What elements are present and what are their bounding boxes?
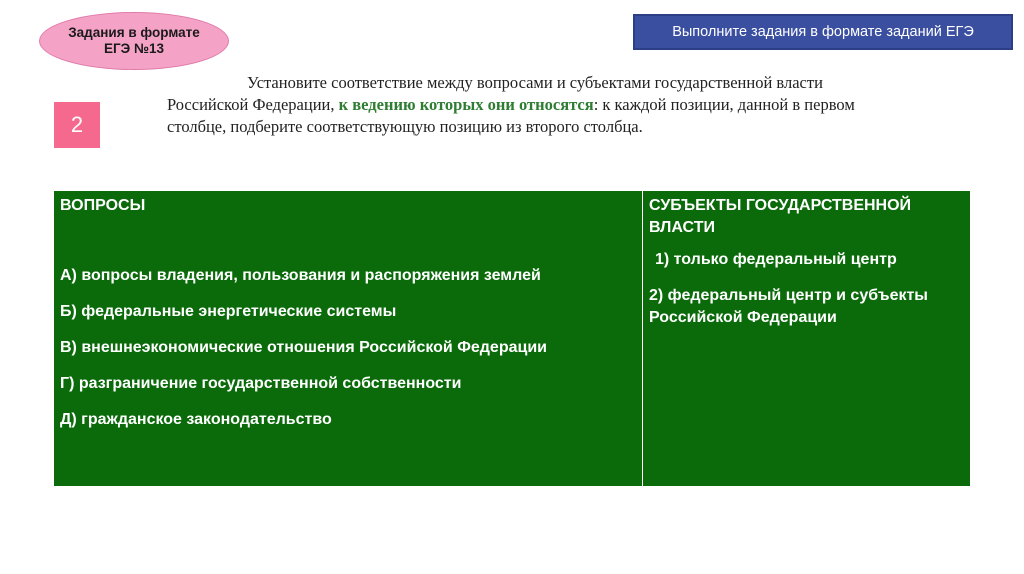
instruction-highlight: к ведению которых они относятся [338,95,594,114]
questions-column [54,191,643,486]
subject-item-1: 1) только федеральный центр [655,251,897,268]
task-instruction [167,72,877,138]
task-number: 2 [70,112,84,137]
questions-list [60,265,636,431]
subject-item-2: 2) федеральный центр и субъекты Российской Федерации [649,287,928,326]
instruction-text-part2: : к каждой позиции, данной в первом столбце, подберите соответствующую позицию из второго столбца. [167,95,855,136]
subjects-list [649,249,964,329]
question-item-b: Б) федеральные энергетические системы [60,303,397,320]
ege-badge [39,12,229,70]
questions-header: ВОПРОСЫ [60,197,146,214]
question-item-d: Д) гражданское законодательство [60,411,332,428]
header-title: Выполните задания в формате заданий ЕГЭ [672,24,974,40]
instruction-text-part1: Установите соответствие между вопросами и субъектами государственной власти Российской Федерации, [167,73,823,114]
subjects-header: СУБЪЕКТЫ ГОСУДАРСТВЕННОЙ ВЛАСТИ [649,197,912,236]
ege-badge-label: Задания в формате ЕГЭ №13 [68,25,200,56]
task-number-badge [54,102,100,148]
question-item-g: Г) разграничение государственной собственности [60,375,462,392]
header-title-box [633,14,1013,50]
question-item-a: А) вопросы владения, пользования и распоряжения землей [60,267,541,284]
matching-table [53,190,971,487]
subjects-column [643,191,970,486]
question-item-v: В) внешнеэкономические отношения Российской Федерации [60,339,547,356]
